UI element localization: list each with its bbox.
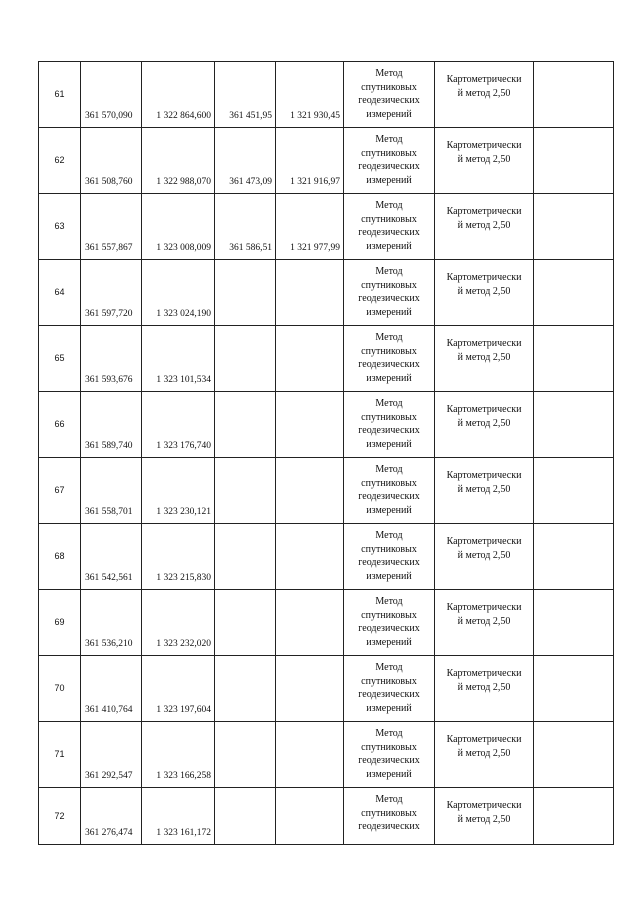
- x-old-coordinate-cell: [215, 458, 276, 524]
- accuracy-line: Картометрически: [446, 140, 522, 151]
- table-row: [39, 260, 614, 326]
- method-line: измерений: [366, 240, 412, 252]
- accuracy-cell: [435, 590, 534, 656]
- method-cell: [344, 656, 435, 722]
- method-line: Метод: [375, 464, 403, 475]
- table-row: [39, 788, 614, 845]
- note-cell: [534, 788, 614, 845]
- method-line: спутниковых: [361, 213, 417, 225]
- y-coordinate-cell: 1 323 215,830: [142, 524, 215, 590]
- x-old-coordinate-cell: [215, 788, 276, 845]
- table-row: [39, 128, 614, 194]
- accuracy-cell: [435, 722, 534, 788]
- method-line: спутниковых: [361, 543, 417, 555]
- point-number-cell: 66: [39, 392, 81, 458]
- x-old-coordinate-cell: [215, 590, 276, 656]
- x-old-coordinate-cell: 361 473,09: [215, 128, 276, 194]
- y-old-coordinate-cell: [276, 524, 344, 590]
- y-old-coordinate-cell: [276, 458, 344, 524]
- x-old-coordinate-cell: [215, 326, 276, 392]
- table-row: [39, 326, 614, 392]
- accuracy-line: Картометрически: [446, 74, 522, 85]
- accuracy-line: й метод 2,50: [457, 219, 511, 231]
- x-coordinate-cell: 361 589,740: [81, 392, 142, 458]
- point-number-cell: 64: [39, 260, 81, 326]
- accuracy-cell: [435, 260, 534, 326]
- method-line: спутниковых: [361, 81, 417, 93]
- method-line: измерений: [366, 702, 412, 714]
- x-old-coordinate-cell: 361 586,51: [215, 194, 276, 260]
- method-line: Метод: [375, 68, 403, 79]
- method-line: геодезических: [358, 425, 420, 436]
- method-cell: [344, 590, 435, 656]
- accuracy-line: Картометрически: [446, 668, 522, 679]
- method-line: Метод: [375, 530, 403, 541]
- table-row: [39, 392, 614, 458]
- y-old-coordinate-cell: [276, 656, 344, 722]
- method-line: Метод: [375, 332, 403, 343]
- accuracy-cell: [435, 392, 534, 458]
- method-line: спутниковых: [361, 147, 417, 159]
- point-number-cell: 65: [39, 326, 81, 392]
- y-coordinate-cell: 1 323 197,604: [142, 656, 215, 722]
- y-old-coordinate-cell: 1 321 916,97: [276, 128, 344, 194]
- accuracy-line: Картометрически: [446, 404, 522, 415]
- x-old-coordinate-cell: [215, 392, 276, 458]
- x-coordinate-cell: 361 410,764: [81, 656, 142, 722]
- method-cell: [344, 722, 435, 788]
- note-cell: [534, 260, 614, 326]
- x-old-coordinate-cell: [215, 656, 276, 722]
- y-coordinate-cell: 1 323 232,020: [142, 590, 215, 656]
- note-cell: [534, 458, 614, 524]
- accuracy-cell: [435, 656, 534, 722]
- method-line: измерений: [366, 108, 412, 120]
- point-number-cell: 63: [39, 194, 81, 260]
- accuracy-line: й метод 2,50: [457, 87, 511, 99]
- method-line: спутниковых: [361, 609, 417, 621]
- method-cell: [344, 194, 435, 260]
- method-line: Метод: [375, 134, 403, 145]
- accuracy-line: й метод 2,50: [457, 285, 511, 297]
- note-cell: [534, 128, 614, 194]
- accuracy-line: Картометрически: [446, 338, 522, 349]
- x-coordinate-cell: 361 536,210: [81, 590, 142, 656]
- accuracy-line: й метод 2,50: [457, 351, 511, 363]
- method-line: геодезических: [358, 557, 420, 568]
- accuracy-line: й метод 2,50: [457, 747, 511, 759]
- accuracy-cell: [435, 194, 534, 260]
- method-cell: [344, 788, 435, 845]
- method-cell: [344, 458, 435, 524]
- point-number-cell: 72: [39, 788, 81, 845]
- accuracy-line: Картометрически: [446, 602, 522, 613]
- method-cell: [344, 62, 435, 128]
- accuracy-line: Картометрически: [446, 470, 522, 481]
- x-old-coordinate-cell: [215, 722, 276, 788]
- y-coordinate-cell: 1 323 230,121: [142, 458, 215, 524]
- accuracy-cell: [435, 62, 534, 128]
- accuracy-cell: [435, 326, 534, 392]
- method-line: измерений: [366, 372, 412, 384]
- point-number-cell: 70: [39, 656, 81, 722]
- y-old-coordinate-cell: [276, 590, 344, 656]
- y-coordinate-cell: 1 322 864,600: [142, 62, 215, 128]
- note-cell: [534, 656, 614, 722]
- y-coordinate-cell: 1 323 101,534: [142, 326, 215, 392]
- accuracy-line: Картометрически: [446, 272, 522, 283]
- method-line: геодезических: [358, 623, 420, 634]
- accuracy-cell: [435, 524, 534, 590]
- accuracy-line: Картометрически: [446, 206, 522, 217]
- method-line: спутниковых: [361, 741, 417, 753]
- method-cell: [344, 392, 435, 458]
- y-coordinate-cell: 1 323 166,258: [142, 722, 215, 788]
- method-line: измерений: [366, 438, 412, 450]
- y-coordinate-cell: 1 323 008,009: [142, 194, 215, 260]
- table-row: [39, 62, 614, 128]
- y-old-coordinate-cell: [276, 722, 344, 788]
- method-line: измерений: [366, 174, 412, 186]
- accuracy-line: й метод 2,50: [457, 153, 511, 165]
- point-number-cell: 67: [39, 458, 81, 524]
- method-line: спутниковых: [361, 411, 417, 423]
- method-cell: [344, 326, 435, 392]
- accuracy-cell: [435, 128, 534, 194]
- point-number-cell: 62: [39, 128, 81, 194]
- method-line: спутниковых: [361, 807, 417, 819]
- method-line: Метод: [375, 728, 403, 739]
- method-line: Метод: [375, 266, 403, 277]
- method-line: Метод: [375, 794, 403, 805]
- x-coordinate-cell: 361 593,676: [81, 326, 142, 392]
- method-line: спутниковых: [361, 345, 417, 357]
- method-cell: [344, 524, 435, 590]
- note-cell: [534, 722, 614, 788]
- method-line: измерений: [366, 636, 412, 648]
- table-row: [39, 458, 614, 524]
- x-coordinate-cell: 361 542,561: [81, 524, 142, 590]
- point-number-cell: 69: [39, 590, 81, 656]
- x-coordinate-cell: 361 508,760: [81, 128, 142, 194]
- accuracy-cell: [435, 788, 534, 845]
- x-coordinate-cell: 361 597,720: [81, 260, 142, 326]
- method-line: геодезических: [358, 491, 420, 502]
- x-coordinate-cell: 361 557,867: [81, 194, 142, 260]
- coordinates-table: [38, 61, 614, 845]
- method-line: Метод: [375, 662, 403, 673]
- method-cell: [344, 260, 435, 326]
- accuracy-line: й метод 2,50: [457, 483, 511, 495]
- method-line: измерений: [366, 306, 412, 318]
- table-row: [39, 656, 614, 722]
- accuracy-line: й метод 2,50: [457, 615, 511, 627]
- method-line: спутниковых: [361, 675, 417, 687]
- point-number-cell: 68: [39, 524, 81, 590]
- y-old-coordinate-cell: [276, 326, 344, 392]
- method-line: измерений: [366, 768, 412, 780]
- method-line: геодезических: [358, 359, 420, 370]
- method-line: измерений: [366, 570, 412, 582]
- note-cell: [534, 326, 614, 392]
- table-row: [39, 722, 614, 788]
- note-cell: [534, 524, 614, 590]
- table-row: [39, 590, 614, 656]
- accuracy-line: Картометрически: [446, 734, 522, 745]
- y-old-coordinate-cell: [276, 260, 344, 326]
- table-row: [39, 524, 614, 590]
- table-row: [39, 194, 614, 260]
- note-cell: [534, 194, 614, 260]
- x-old-coordinate-cell: [215, 524, 276, 590]
- method-line: геодезических: [358, 95, 420, 106]
- y-coordinate-cell: 1 323 024,190: [142, 260, 215, 326]
- accuracy-cell: [435, 458, 534, 524]
- method-line: геодезических: [358, 161, 420, 172]
- method-line: геодезических: [358, 227, 420, 238]
- method-line: измерений: [366, 504, 412, 516]
- method-line: геодезических: [358, 821, 420, 832]
- method-line: геодезических: [358, 689, 420, 700]
- table-body: [39, 62, 614, 845]
- x-old-coordinate-cell: [215, 260, 276, 326]
- point-number-cell: 61: [39, 62, 81, 128]
- note-cell: [534, 590, 614, 656]
- accuracy-line: й метод 2,50: [457, 549, 511, 561]
- x-coordinate-cell: 361 558,701: [81, 458, 142, 524]
- accuracy-line: Картометрически: [446, 536, 522, 547]
- method-line: Метод: [375, 398, 403, 409]
- point-number-cell: 71: [39, 722, 81, 788]
- y-old-coordinate-cell: 1 321 930,45: [276, 62, 344, 128]
- y-old-coordinate-cell: [276, 392, 344, 458]
- accuracy-line: й метод 2,50: [457, 417, 511, 429]
- method-line: Метод: [375, 596, 403, 607]
- method-line: спутниковых: [361, 477, 417, 489]
- method-line: геодезических: [358, 755, 420, 766]
- y-coordinate-cell: 1 322 988,070: [142, 128, 215, 194]
- y-coordinate-cell: 1 323 176,740: [142, 392, 215, 458]
- note-cell: [534, 62, 614, 128]
- method-line: спутниковых: [361, 279, 417, 291]
- note-cell: [534, 392, 614, 458]
- method-line: Метод: [375, 200, 403, 211]
- accuracy-line: й метод 2,50: [457, 813, 511, 825]
- x-old-coordinate-cell: 361 451,95: [215, 62, 276, 128]
- y-coordinate-cell: 1 323 161,172: [142, 788, 215, 845]
- x-coordinate-cell: 361 292,547: [81, 722, 142, 788]
- x-coordinate-cell: 361 570,090: [81, 62, 142, 128]
- method-line: геодезических: [358, 293, 420, 304]
- method-cell: [344, 128, 435, 194]
- accuracy-line: Картометрически: [446, 800, 522, 811]
- accuracy-line: й метод 2,50: [457, 681, 511, 693]
- y-old-coordinate-cell: [276, 788, 344, 845]
- y-old-coordinate-cell: 1 321 977,99: [276, 194, 344, 260]
- x-coordinate-cell: 361 276,474: [81, 788, 142, 845]
